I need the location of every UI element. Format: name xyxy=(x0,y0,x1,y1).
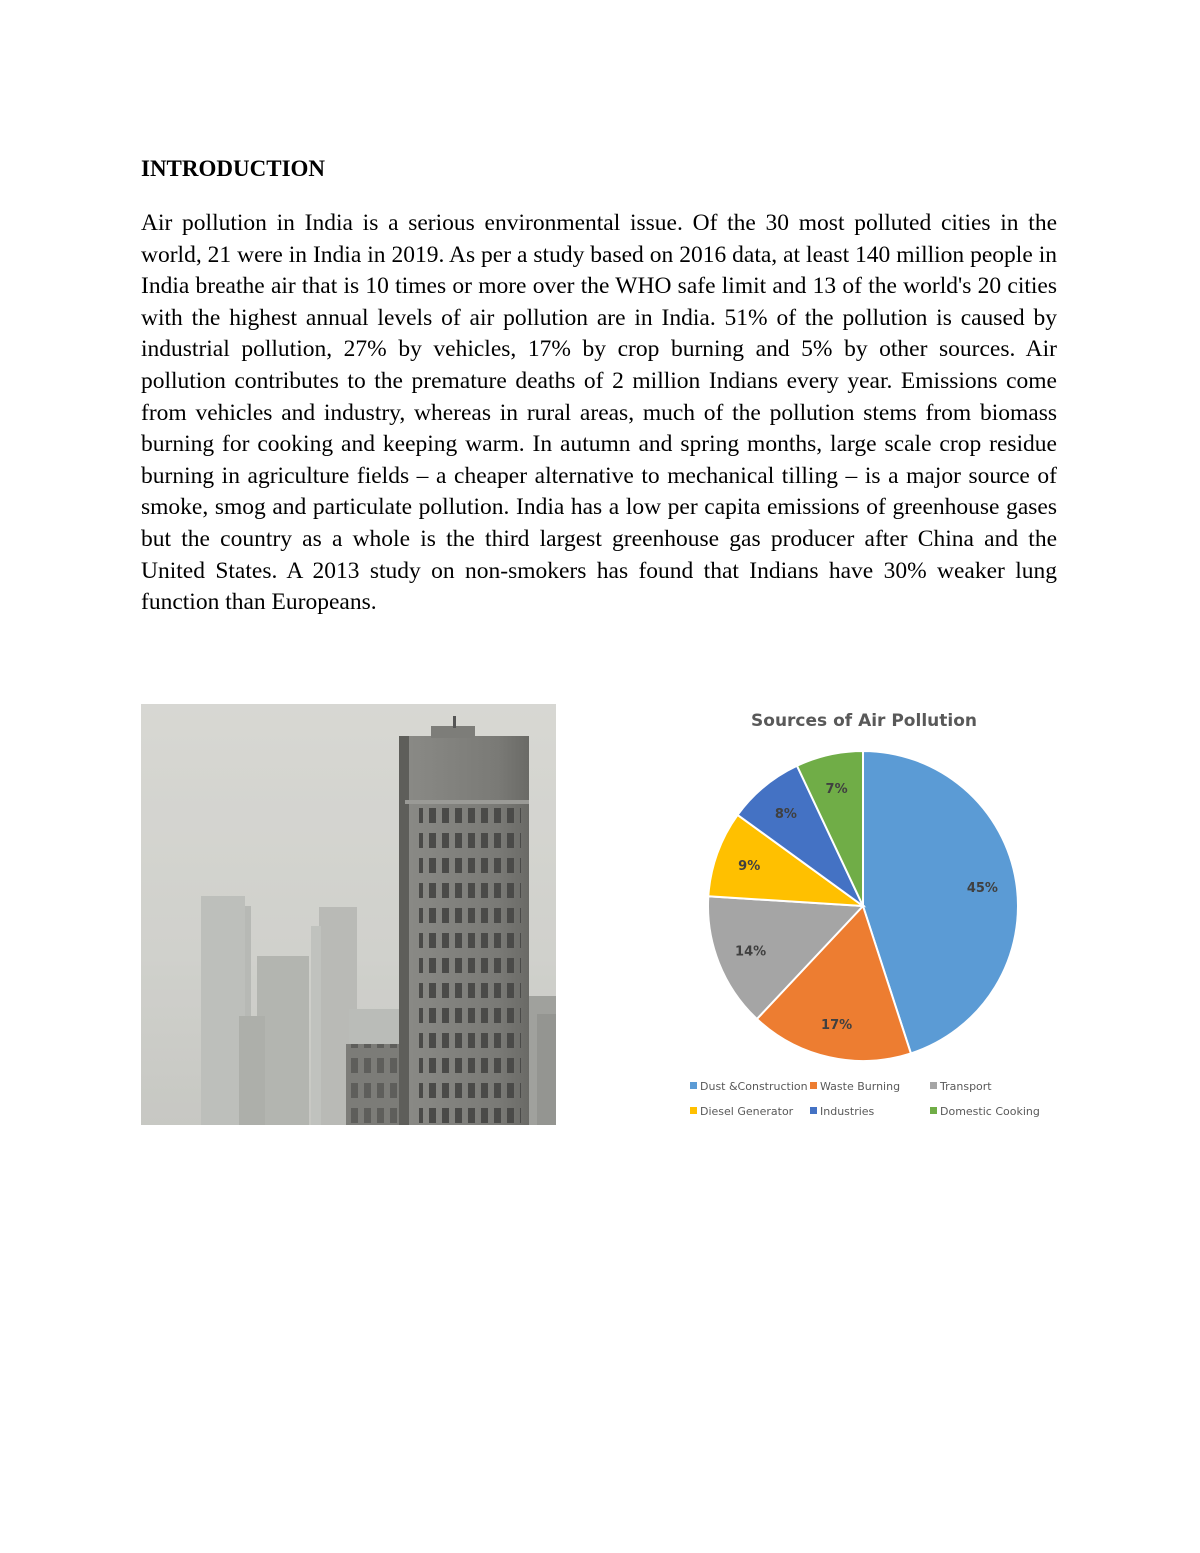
air-pollution-pie-chart xyxy=(660,700,1070,1132)
legend-label-transport: Transport xyxy=(940,1080,992,1093)
legend-swatch-industries xyxy=(810,1107,817,1114)
data-label-diesel-generator: 9% xyxy=(738,859,761,874)
data-label-domestic-cooking: 7% xyxy=(825,782,848,797)
data-label-waste-burning: 17% xyxy=(821,1018,853,1033)
legend-swatch-domestic-cooking xyxy=(930,1107,937,1114)
data-label-transport: 14% xyxy=(735,944,767,960)
legend-label-industries: Industries xyxy=(820,1105,875,1118)
intro-paragraph: Air pollution in India is a serious environmental issue. Of the 30 most polluted cities in the world, 21 were in India in 2019. As per a study based on 2016 data, at least 140 million people in India breathe air that is 10 times or more over the WHO safe limit and 13 of the world's 20 cities with the highest annual levels of air pollution are in India. 51% of the pollution is caused by industrial pollution, 27% by vehicles, 17% by crop burning and 5% by other sources. Air pollution contributes to the premature deaths of 2 million Indians every year. Emissions come from vehicles and industry, whereas in rural areas, much of the pollution stems from biomass burning for cooking and keeping warm. In autumn and spring months, large scale crop residue burning in agriculture fields – a cheaper alternative to mechanical tilling – is a major source of smoke, smog and particulate pollution. India has a low per capita emissions of greenhouse gases but the country as a whole is the third largest greenhouse gas producer after China and the United States. A 2013 study on non-smokers has found that Indians have 30% weaker lung function than Europeans. xyxy=(141,210,1057,616)
smog-city-photo xyxy=(141,704,556,1125)
section-heading: INTRODUCTION xyxy=(141,156,326,181)
legend-swatch-diesel-generator xyxy=(690,1107,697,1114)
legend-swatch-waste-burning xyxy=(810,1082,817,1089)
pie-slices xyxy=(708,751,1018,1061)
legend-swatch-transport xyxy=(930,1082,937,1089)
legend-swatch-dust-construction xyxy=(690,1082,697,1089)
legend-label-domestic-cooking: Domestic Cooking xyxy=(940,1105,1040,1118)
data-label-dust-construction: 45% xyxy=(966,881,998,897)
legend-label-diesel-generator: Diesel Generator xyxy=(700,1105,794,1118)
legend-label-waste-burning: Waste Burning xyxy=(820,1080,901,1093)
chart-title: Sources of Air Pollution xyxy=(751,711,977,731)
legend-label-dust-construction: Dust &Construction xyxy=(700,1080,808,1093)
chart-legend xyxy=(690,1080,1040,1118)
data-label-industries: 8% xyxy=(774,806,797,822)
